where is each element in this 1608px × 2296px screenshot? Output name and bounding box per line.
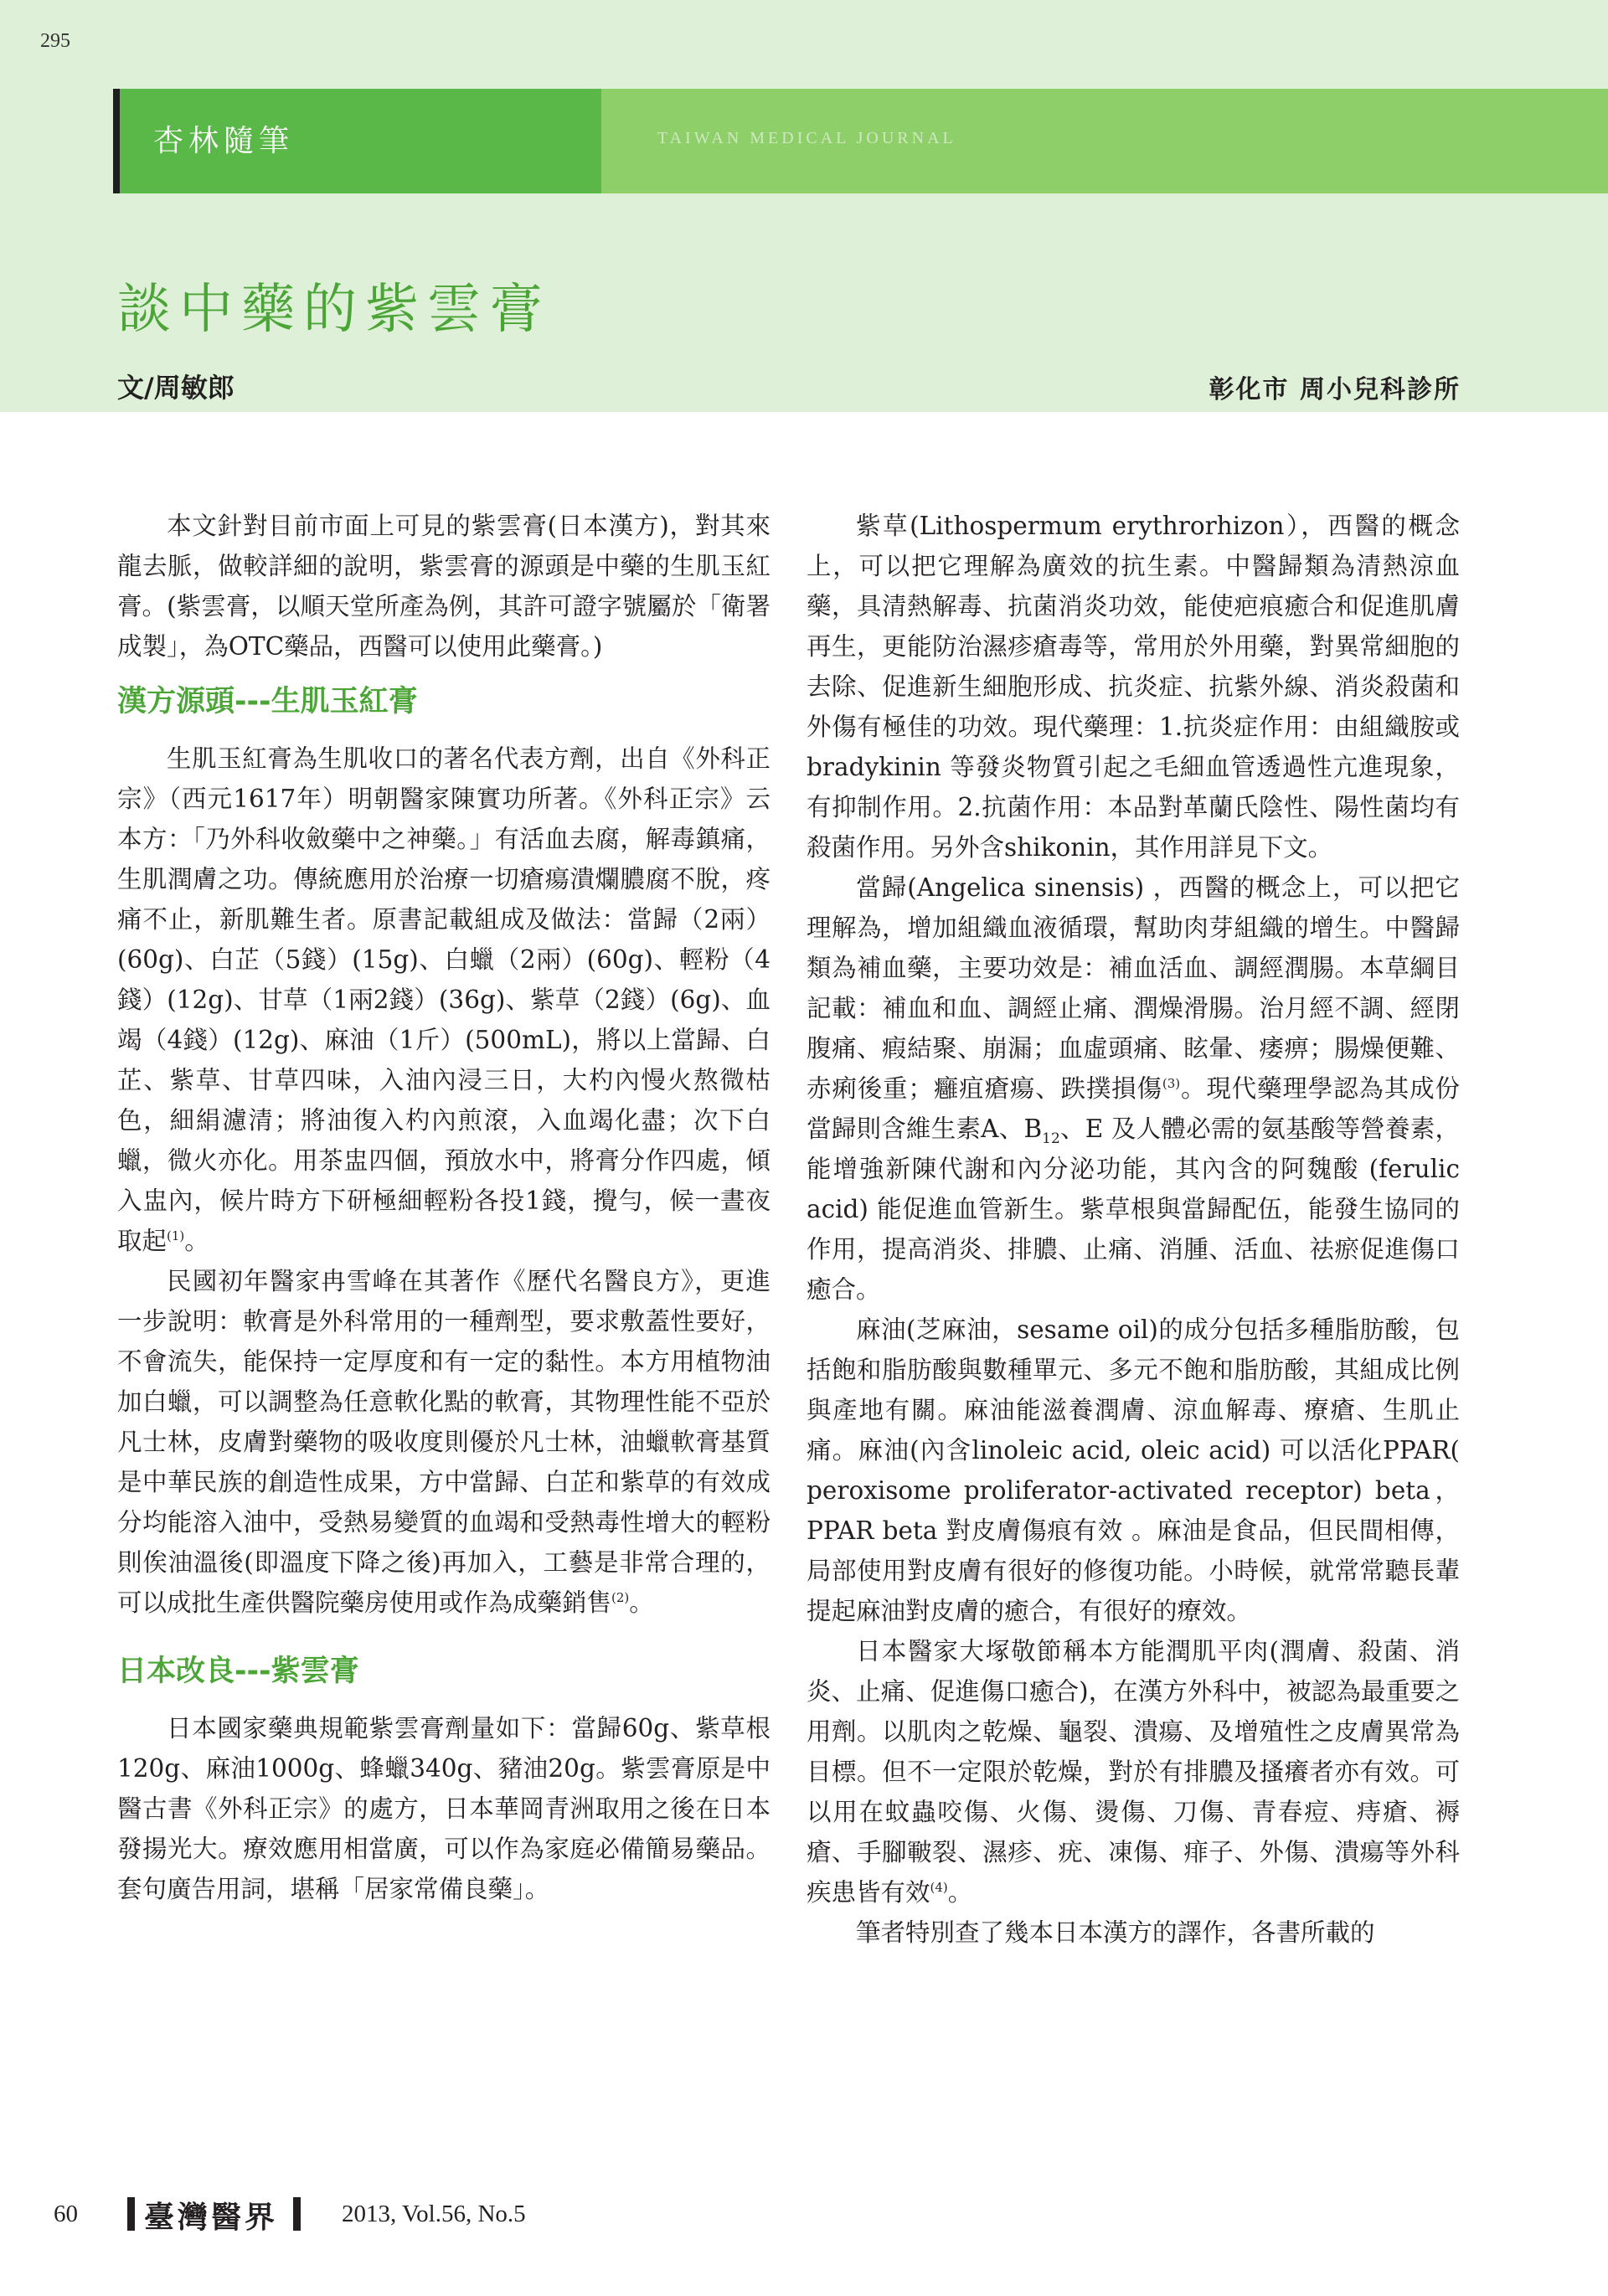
citation-ref: (1): [167, 1228, 185, 1244]
paragraph: 民國初年醫家冉雪峰在其著作《歷代名醫良方》，更進一步說明：軟膏是外科常用的一種劑型，要求敷蓋性要好，不會流失，能保持一定厚度和有一定的黏性。本方用植物油加白蠟，可以調整為任意軟化點的軟膏，其物理性能不亞於凡士林，皮膚對藥物的吸收度則優於凡士林，油蠟軟膏基質是中華民族的創造性成果，方中當歸、白芷和紫草的有效成分均能溶入油中，受熱易變質的血竭和受熱毒性增大的輕粉則俟油溫後(即溫度下降之後)再加入，工藝是非常合理的，可以成批生產供醫院藥房使用或作為成藥銷售$^{(2)}$。: [117, 1267, 770, 1617]
article-author: 文/周敏郎: [117, 372, 234, 404]
subscript: 12: [1042, 1130, 1060, 1147]
footer-journal-logo: 臺灣醫界: [144, 2200, 279, 2235]
paragraph: 生肌玉紅膏為生肌收口的著名代表方劑，出自《外科正宗》（西元1617年）明朝醫家陳實功所著。《外科正宗》云本方：「乃外科收斂藥中之神藥。」有活血去腐，解毒鎮痛，生肌潤膚之功。傳統應用於治療一切瘡瘍潰爛膿腐不脫，疼痛不止，新肌難生者。原書記載組成及做法：當歸（2兩）(60g)、白芷（5錢）(15g)、白蠟（2兩）(60g)、輕粉（4錢）(12g)、甘草（1兩2錢）(36g)、紫草（2錢）(6g)、血竭（4錢）(12g)、麻油（1斤）(500mL)，將以上當歸、白芷、紫草、甘草四味，入油內浸三日，大杓內慢火熬微枯色，細絹濾清；將油復入杓內煎滾，入血竭化盡；次下白蠟，微火亦化。用茶盅四個，預放水中，將膏分作四處，傾入盅內，候片時方下研極細輕粉各投1錢，攪勻，候一晝夜取起$^{(1)}$。: [117, 744, 770, 1255]
right-column: [807, 506, 1460, 1953]
left-column: [117, 506, 770, 1909]
paragraph: 本文針對目前市面上可見的紫雲膏(日本漢方)，對其來龍去脈，做較詳細的說明，紫雲膏的源頭是中藥的生肌玉紅膏。(紫雲膏，以順天堂所產為例，其許可證字號屬於「衛署成製」，為OTC藥品，西醫可以使用此藥膏。): [117, 512, 770, 661]
footer-issue: 2013, Vol.56, No.5: [342, 2201, 526, 2227]
header-band: [0, 0, 1608, 412]
paragraph: 麻油(芝麻油，sesame oil)的成分包括多種脂肪酸，包括飽和脂肪酸與數種單元、多元不飽和脂肪酸，其組成比例與產地有關。麻油能滋養潤膚、涼血解毒、療瘡、生肌止痛。麻油(內含linoleic acid, oleic acid) 可以活化PPAR( peroxisome proliferator-activated receptor) beta，PPAR beta 對皮膚傷痕有效 。麻油是食品，但民間相傳，局部使用對皮膚有很好的修復功能。小時候，就常常聽長輩提起麻油對皮膚的癒合，有很好的療效。: [807, 1315, 1460, 1625]
paragraph: 筆者特別查了幾本日本漢方的譯作，各書所載的: [856, 1918, 1375, 1947]
footer-divider: [293, 2197, 301, 2231]
citation-ref: (3): [1162, 1076, 1181, 1092]
footer-divider: [127, 2197, 135, 2231]
citation-ref: (4): [930, 1880, 948, 1896]
citation-ref: (2): [611, 1590, 630, 1606]
paragraph: 紫草(Lithospermum erythrorhizon），西醫的概念上，可以把它理解為廣效的抗生素。中醫歸類為清熱涼血藥，具清熱解毒、抗菌消炎功效，能使疤痕癒合和促進肌膚再生，更能防治濕疹瘡毒等，常用於外用藥，對異常細胞的去除、促進新生細胞形成、抗炎症、抗紫外線、消炎殺菌和外傷有極佳的功效。現代藥理：1.抗炎症作用：由組織胺或 bradykinin 等發炎物質引起之毛細血管透過性亢進現象，有抑制作用。2.抗菌作用：本品對革蘭氏陰性、陽性菌均有殺菌作用。另外含shikonin，其作用詳見下文。: [807, 512, 1460, 862]
footer-page-number: 60: [54, 2201, 78, 2227]
paragraph: 日本醫家大塚敬節稱本方能潤肌平肉(潤膚、殺菌、消炎、止痛、促進傷口癒合)，在漢方外科中，被認為最重要之用劑。以肌肉之乾燥、龜裂、潰瘍、及增殖性之皮膚異常為目標。但不一定限於乾燥，對於有排膿及搔癢者亦有效。可以用在蚊蟲咬傷、火傷、燙傷、刀傷、青春痘、痔瘡、褥瘡、手腳皸裂、濕疹、疣、凍傷、痱子、外傷、潰瘍等外科疾患皆有效$^{(4)}$。: [807, 1637, 1460, 1907]
section-label: 杏林隨筆: [153, 124, 295, 158]
paragraph: 當歸(Angelica sinensis) ，西醫的概念上，可以把它理解為，增加組織血液循環，幫助肉芽組織的增生。中醫歸類為補血藥，主要功效是：補血活血、調經潤腸。本草綱目記載：補血和血、調經止痛、潤燥滑腸。治月經不調、經閉腹痛、瘕結聚、崩漏；血虛頭痛、眩暈、痿痹；腸燥便難、赤痢後重；癰疽瘡瘍、跌撲損傷$^{(3)}$。現代藥理學認為其成份當歸則含維生素A、$B_{12}$、E 及人體必需的氨基酸等營養素，能增強新陳代謝和內分泌功能，其內含的阿魏酸 (ferulic acid) 能促進血管新生。紫草根與當歸配伍，能發生協同的作用，提高消炎、排膿、止痛、消腫、活血、祛瘀促進傷口癒合。: [807, 873, 1461, 1304]
section-heading: 日本改良---紫雲膏: [117, 1655, 359, 1688]
section-tab: [113, 89, 601, 193]
paragraph: 日本國家藥典規範紫雲膏劑量如下：當歸60g、紫草根120g、麻油1000g、蜂蠟340g、豬油20g。紫雲膏原是中醫古書《外科正宗》的處方，日本華岡青洲取用之後在日本發揚光大。療效應用相當廣，可以作為家庭必備簡易藥品。套句廣告用詞，堪稱「居家常備良藥」。: [117, 1714, 770, 1903]
journal-english-name: TAIWAN MEDICAL JOURNAL: [657, 129, 956, 147]
author-affiliation: 彰化市 周小兒科診所: [1209, 375, 1461, 404]
top-page-number: 295: [40, 30, 70, 52]
section-heading: 漢方源頭---生肌玉紅膏: [117, 685, 418, 718]
article-title: 談中藥的紫雲膏: [117, 279, 551, 341]
